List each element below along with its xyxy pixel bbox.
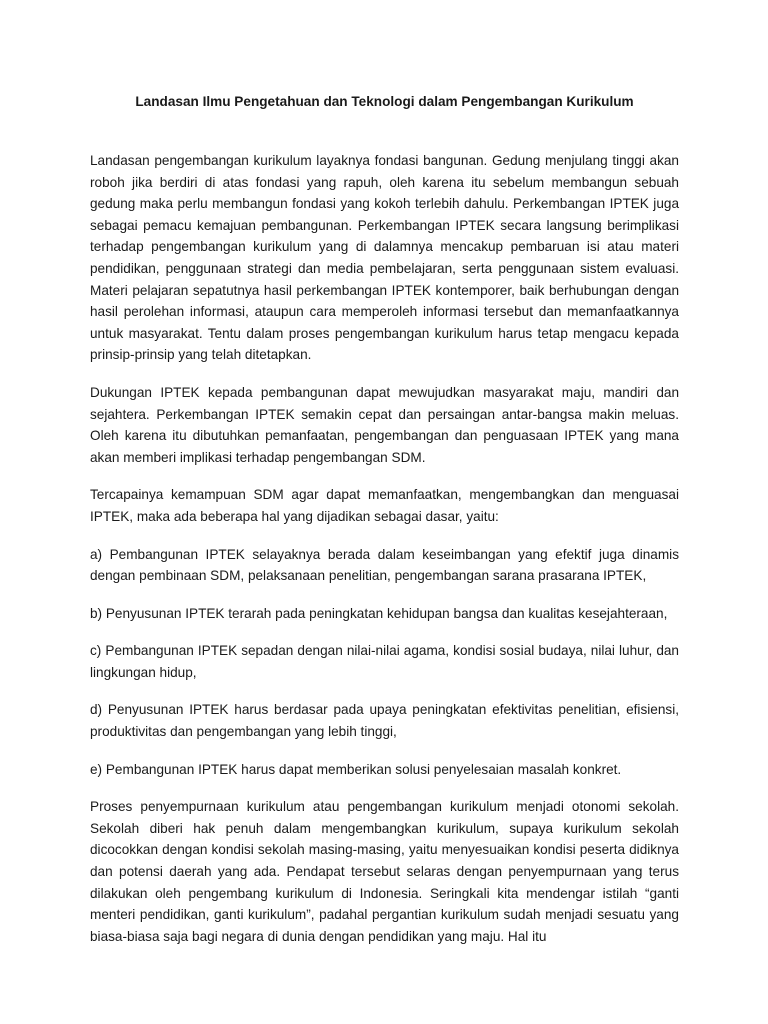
- list-item-a: a) Pembangunan IPTEK selayaknya berada dalam keseimbangan yang efektif juga dinamis dengan pembinaan SDM, pelaksanaan penelitian, pengembangan sarana prasarana IPTEK,: [90, 546, 679, 584]
- paragraph-support: Dukungan IPTEK kepada pembangunan dapat mewujudkan masyarakat maju, mandiri dan sejahtera. Perkembangan IPTEK semakin cepat dan persaingan antar-bangsa makin meluas. Oleh karena itu dibutuhkan pemanfaatan, pengembangan dan penguasaan IPTEK yang mana akan memberi implikasi terhadap pengembangan SDM.: [90, 384, 679, 465]
- paragraph-closing: Proses penyempurnaan kurikulum atau pengembangan kurikulum menjadi otonomi sekolah. Sekolah diberi hak penuh dalam mengembangkan kurikulum, supaya kurikulum sekolah dicocokkan dengan kondisi sekolah masing-masing, yaitu menyesuaikan kondisi peserta didiknya dan potensi daerah yang ada. Pendapat tersebut selaras dengan penyempurnaan yang terus dilakukan oleh pengembang kurikulum di Indonesia. Seringkali kita mendengar istilah “ganti menteri pendidikan, ganti kurikulum”, padahal pergantian kurikulum sudah menjadi sesuatu yang biasa-biasa saja bagi negara di dunia dengan pendidikan yang maju. Hal itu: [90, 799, 679, 944]
- list-item-d: d) Penyusunan IPTEK harus berdasar pada upaya peningkatan efektivitas penelitian, efisiensi, produktivitas dan pengembangan yang lebih tinggi,: [90, 702, 679, 740]
- document-title: Landasan Ilmu Pengetahuan dan Teknologi dalam Pengembangan Kurikulum: [135, 94, 634, 109]
- paragraph-intro: Landasan pengembangan kurikulum layaknya fondasi bangunan. Gedung menjulang tinggi akan roboh jika berdiri di atas fondasi yang rapuh, oleh karena itu sebelum membangun sebuah gedung maka perlu membangun fondasi yang kokoh terlebih dahulu. Perkembangan IPTEK juga sebagai pemacu kemajuan pembangunan. Perkembangan IPTEK secara langsung berimplikasi terhadap pengembangan kurikulum yang di dalamnya mencakup pembaruan isi atau materi pendidikan, penggunaan strategi dan media pembelajaran, serta penggunaan sistem evaluasi. Materi pelajaran sepatutnya hasil perkembangan IPTEK kontemporer, baik berhubungan dengan hasil perolehan informasi, ataupun cara memperoleh informasi tersebut dan memanfaatkannya untuk masyarakat. Tentu dalam proses pengembangan kurikulum harus tetap mengacu kepada prinsip-prinsip yang telah ditetapkan.: [90, 153, 679, 363]
- list-item-c: c) Pembangunan IPTEK sepadan dengan nilai-nilai agama, kondisi sosial budaya, nilai luhur, dan lingkungan hidup,: [90, 643, 679, 680]
- paragraph-basis: Tercapainya kemampuan SDM agar dapat memanfaatkan, mengembangkan dan menguasai IPTEK, maka ada beberapa hal yang dijadikan sebagai dasar, yaitu:: [90, 487, 679, 524]
- list-item-e: e) Pembangunan IPTEK harus dapat memberikan solusi penyelesaian masalah konkret.: [90, 761, 622, 777]
- list-item-b: b) Penyusunan IPTEK terarah pada peningkatan kehidupan bangsa dan kualitas kesejahteraan,: [90, 605, 668, 621]
